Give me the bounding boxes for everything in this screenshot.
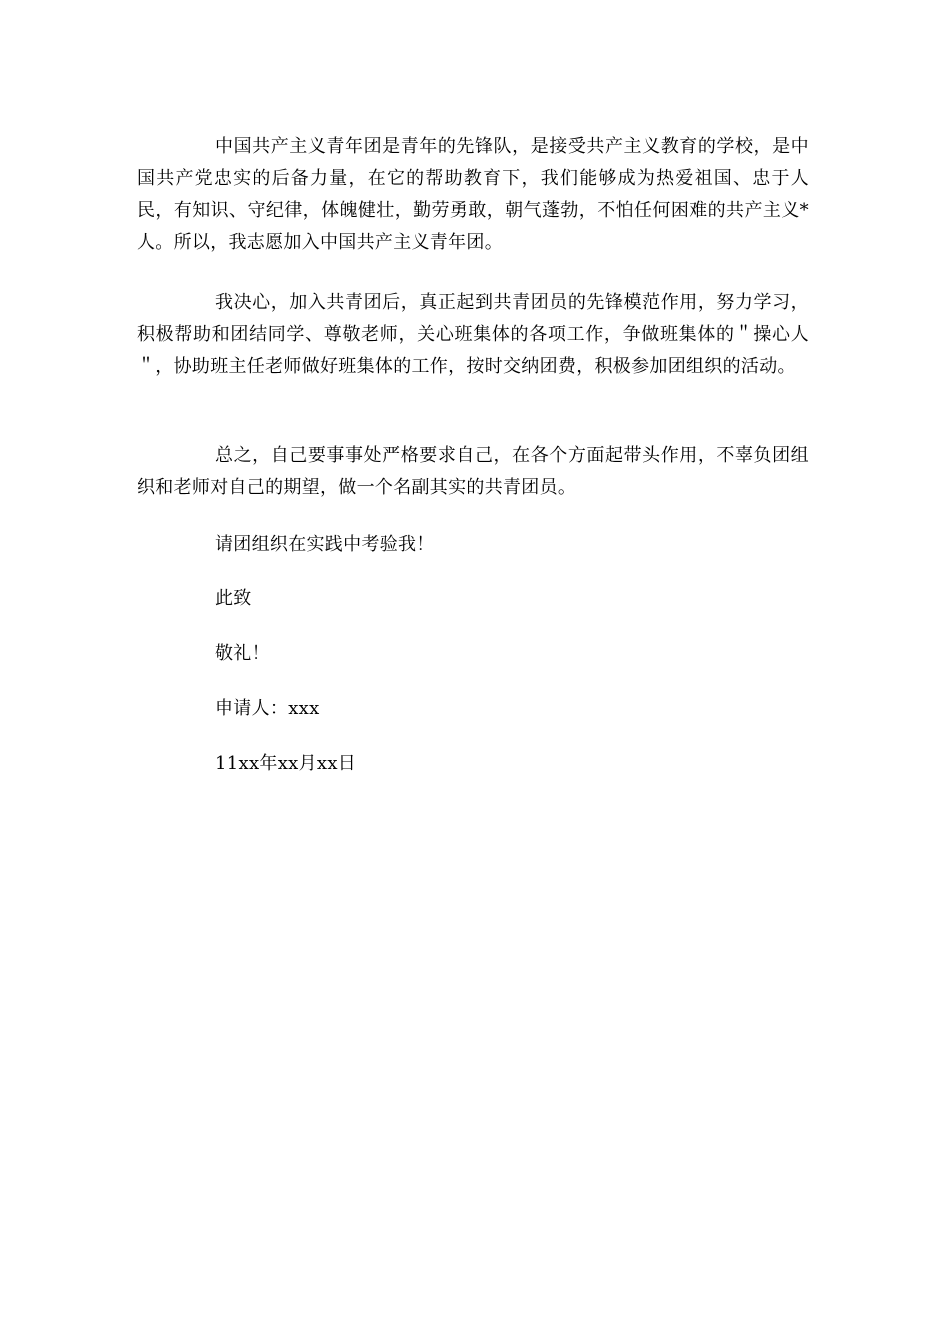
closing-salutation: 此致 — [215, 588, 252, 609]
closing-request: 请团组织在实践中考验我！ — [215, 534, 435, 555]
closing-regards: 敬礼！ — [215, 643, 270, 664]
paragraph-resolution: 我决心，加入共青团后，真正起到共青团员的先锋模范作用，努力学习，积极帮助和团结同学、尊敬老师，关心班集体的各项工作，争做班集体的＂操心人＂，协助班主任老师做好班集体的工作，按时交纳团费，积极参加团组织的活动。 — [137, 292, 809, 377]
paragraph-intro: 中国共产主义青年团是青年的先锋队，是接受共产主义教育的学校，是中国共产党忠实的后备力量，在它的帮助教育下，我们能够成为热爱祖国、忠于人民，有知识、守纪律，体魄健壮，勤劳勇敢，朝气蓬勃，不怕任何困难的共产主义*人。所以，我志愿加入中国共产主义青年团。 — [137, 136, 809, 253]
application-date: 11xx年xx月xx日 — [215, 753, 357, 774]
paragraph-conclusion: 总之，自己要事事处严格要求自己，在各个方面起带头作用，不辜负团组织和老师对自己的期望，做一个名副其实的共青团员。 — [137, 445, 809, 498]
applicant-signature: 申请人：xxx — [215, 698, 320, 719]
